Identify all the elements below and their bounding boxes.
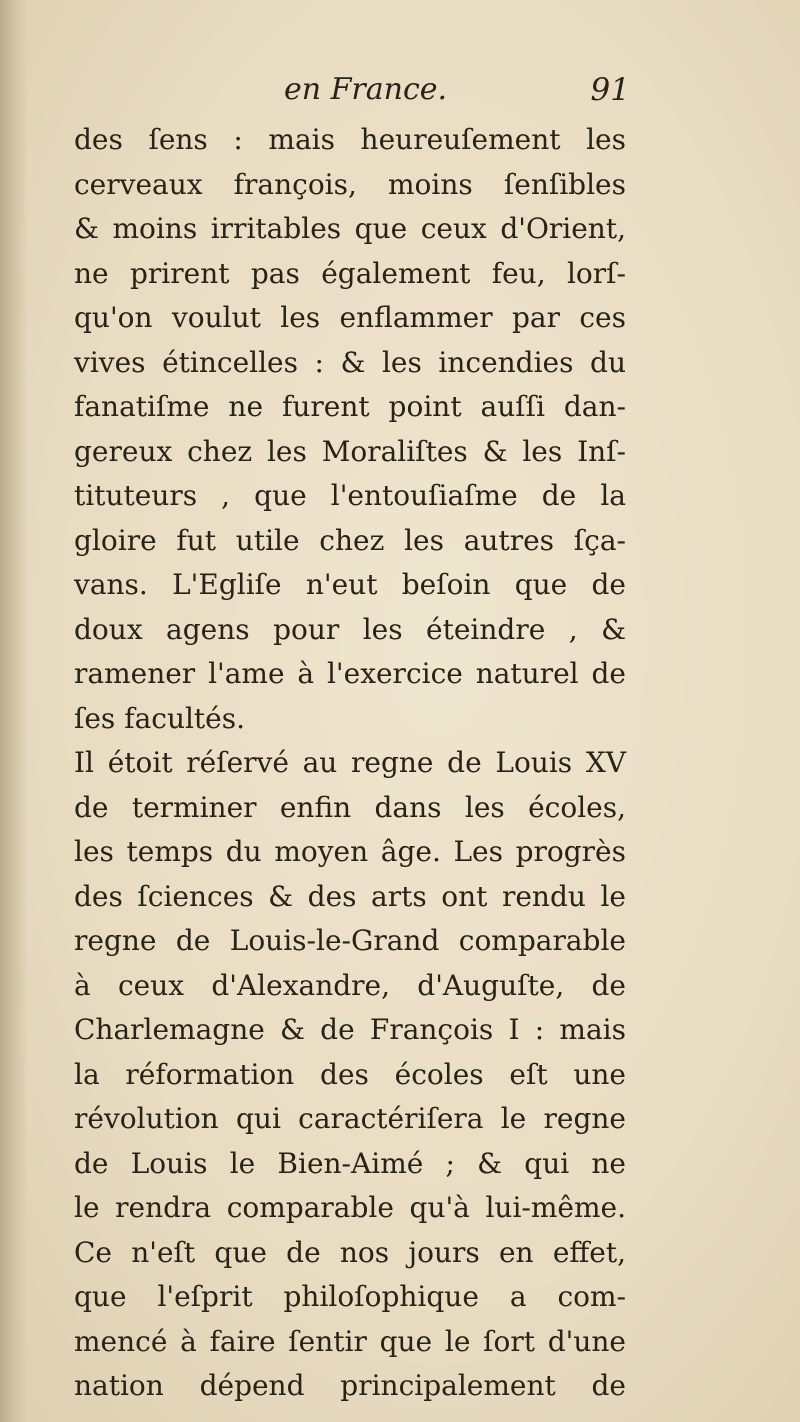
text-line: qu'on voulut les enflammer par ces <box>74 301 626 334</box>
text-line: gereux chez les Moraliſtes & les Inſ- <box>74 434 626 468</box>
text-line: de terminer enfin dans les écoles, <box>74 790 626 824</box>
text-line: regne de Louis-le-Grand comparable <box>74 924 626 957</box>
text-line: ſes facultés. <box>74 701 246 735</box>
text-line: gloire fut utile chez les autres ſça- <box>74 523 626 557</box>
running-title: en France. <box>284 72 448 107</box>
page-gutter-shadow <box>0 0 28 1422</box>
text-body <box>74 118 626 1409</box>
page-number: 91 <box>590 72 630 108</box>
text-line: que l'eſprit philoſophique a com- <box>74 1280 626 1313</box>
text-line: Ce n'eſt que de nos jours en effet, <box>74 1235 626 1269</box>
text-line: & moins irritables que ceux d'Orient, <box>74 212 626 245</box>
text-line: ne prirent pas également feu, lorſ- <box>74 256 626 290</box>
text-line: vans. L'Egliſe n'eut beſoin que de <box>74 568 626 601</box>
text-line: vives étincelles : & les incendies du <box>74 345 626 379</box>
text-line: la réformation des écoles eſt une <box>74 1057 626 1091</box>
text-line: le rendra comparable qu'à lui-même. <box>74 1191 626 1224</box>
text-line: des ſciences & des arts ont rendu le <box>74 879 626 913</box>
text-line: les temps du moyen âge. Les progrès <box>74 835 626 868</box>
text-line: Charlemagne & de François I : mais <box>74 1013 626 1046</box>
text-line: cerveaux françois, moins ſenſibles <box>74 167 626 201</box>
text-line: de Louis le Bien-Aimé ; & qui ne <box>74 1146 626 1180</box>
text-line: à ceux d'Alexandre, d'Auguſte, de <box>74 968 626 1002</box>
text-line: mencé à faire ſentir que le ſort d'une <box>74 1324 626 1358</box>
text-line: Il étoit réſervé au regne de Louis XV <box>74 746 626 779</box>
page-header <box>74 72 630 112</box>
text-line: tituteurs , que l'entouſiaſme de la <box>74 479 626 512</box>
text-line: nation dépend principalement de <box>74 1369 626 1402</box>
text-line: fanatiſme ne furent point auſſi dan- <box>74 390 626 423</box>
text-line: révolution qui caractériſera le regne <box>74 1102 626 1135</box>
text-line: ramener l'ame à l'exercice naturel de <box>74 657 626 690</box>
text-line: doux agens pour les éteindre , & <box>74 612 626 646</box>
text-line: des ſens : mais heureuſement les <box>74 123 626 156</box>
